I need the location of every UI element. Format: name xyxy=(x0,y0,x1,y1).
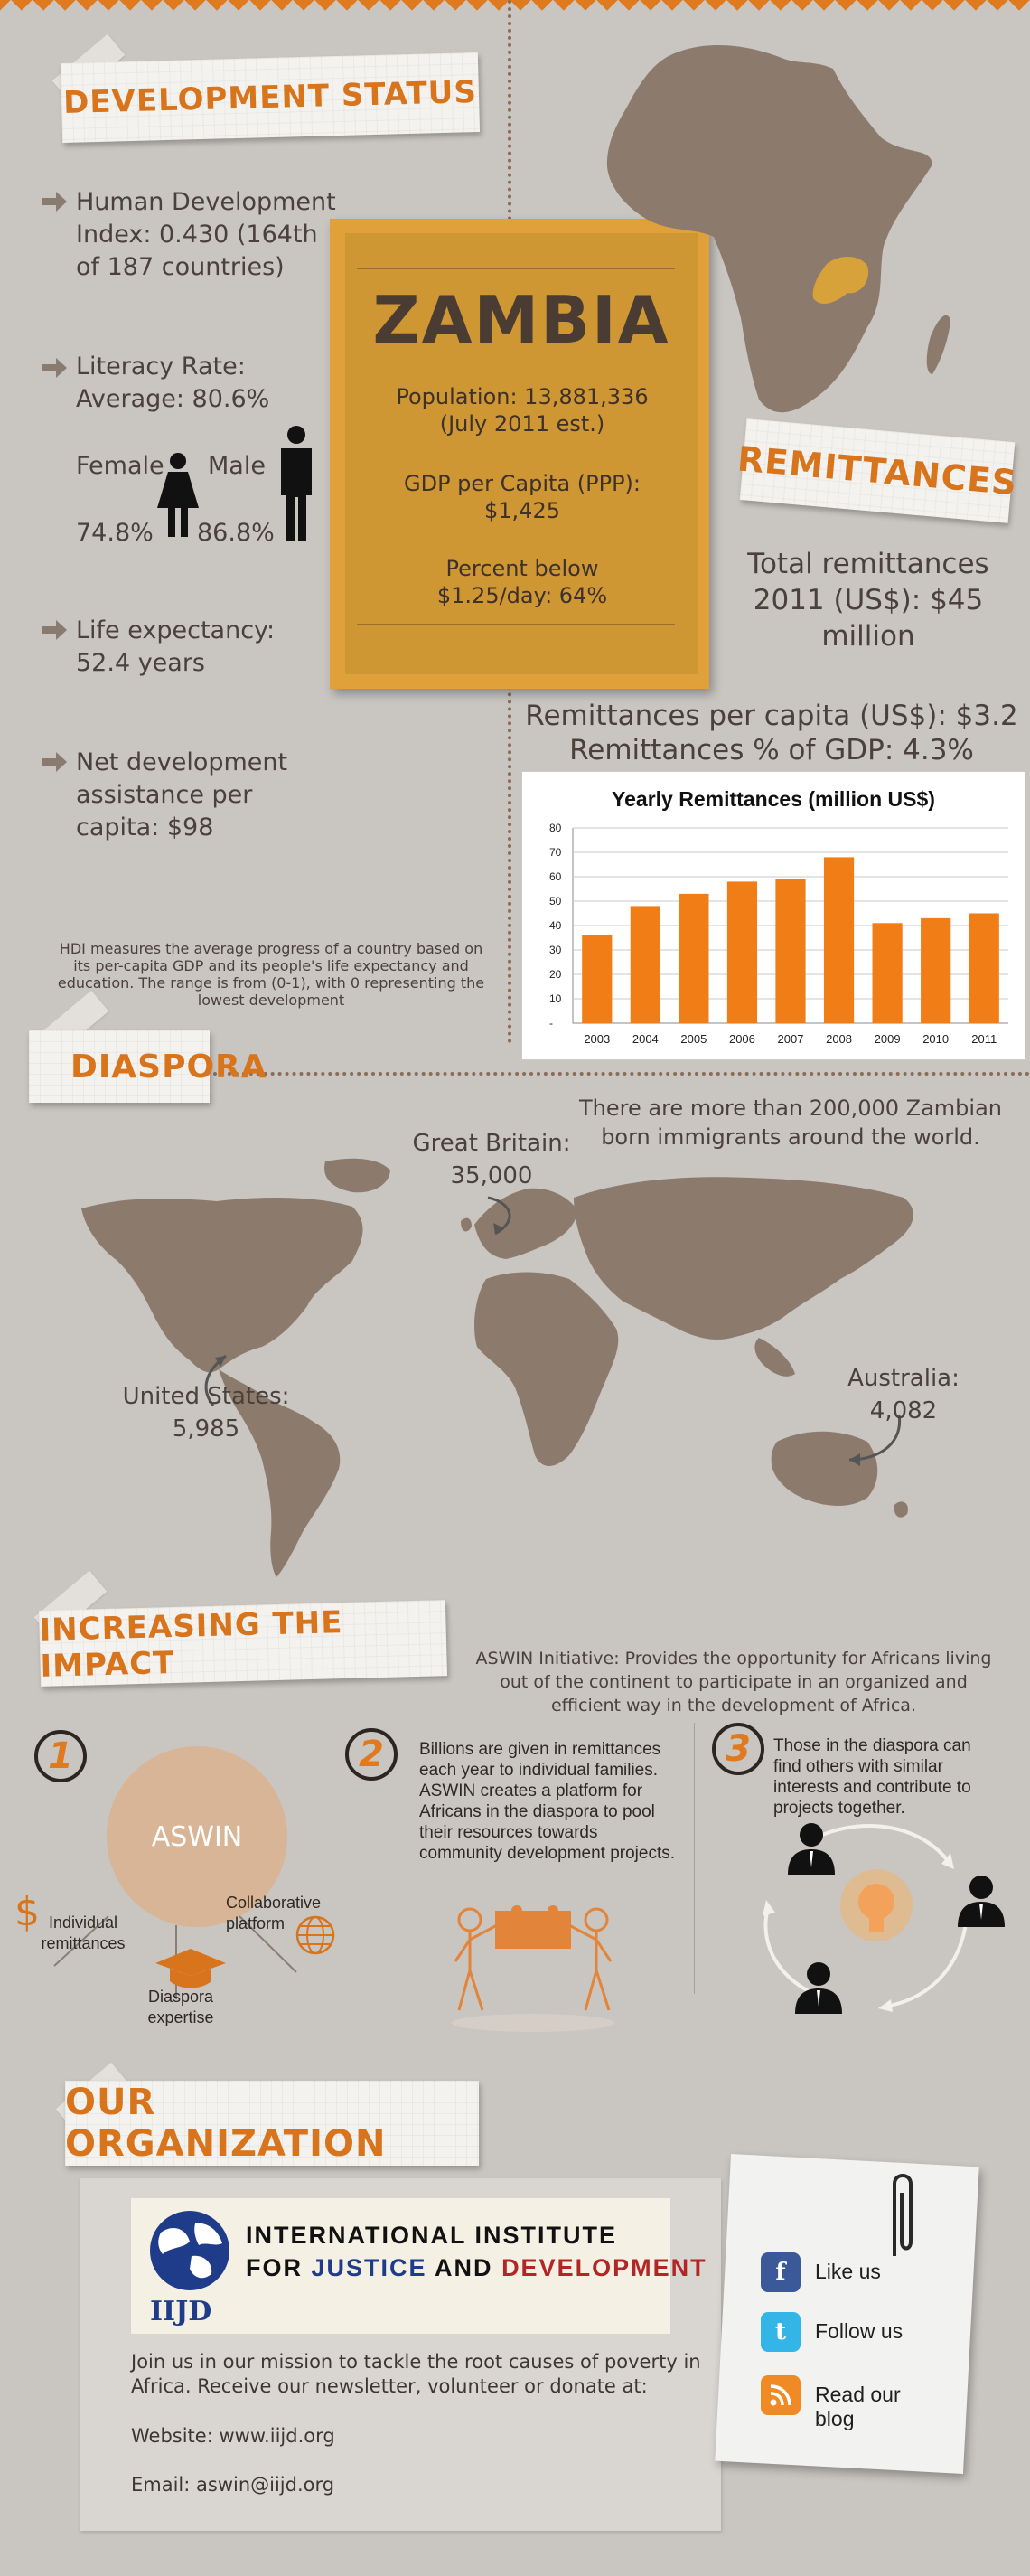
website-link[interactable]: Website: www.iijd.org xyxy=(131,2425,335,2447)
y-tick-label: 80 xyxy=(549,822,562,834)
chart-bar xyxy=(873,923,903,1023)
australia-value: 4,082 xyxy=(869,1397,938,1424)
great-britain-label: Great Britain: xyxy=(412,1130,571,1157)
x-tick-label: 2007 xyxy=(777,1032,804,1046)
organization-heading: OUR ORGANIZATION xyxy=(65,2081,479,2166)
email-link[interactable]: Email: aswin@iijd.org xyxy=(131,2474,335,2496)
person-icon xyxy=(956,1875,1007,1929)
chart-bar xyxy=(775,879,805,1023)
logo-abbr: IIJD xyxy=(150,2296,212,2327)
logo-and: AND xyxy=(435,2254,493,2281)
x-tick-label: 2008 xyxy=(826,1032,853,1046)
remittances-chart xyxy=(521,771,1025,1060)
life-expectancy-stat: Life expectancy: 52.4 years xyxy=(76,616,276,677)
male-figure-icon xyxy=(276,425,317,541)
logo-justice: JUSTICE xyxy=(311,2254,427,2281)
chart-bar xyxy=(824,857,854,1023)
remittances-per-capita: Remittances per capita (US$): $3.2 xyxy=(525,700,1018,732)
chart-bar xyxy=(969,914,999,1024)
diaspora-divider xyxy=(213,1072,1030,1076)
globe-logo-icon xyxy=(143,2205,237,2296)
follow-us-link[interactable]: Follow us xyxy=(815,2319,904,2343)
paperclip-icon xyxy=(884,2166,920,2265)
arrow-icon xyxy=(42,192,67,212)
chart-bar xyxy=(631,906,660,1023)
diaspora-intro: There are more than 200,000 Zambian born immigrants around the world. xyxy=(579,1095,1002,1150)
male-value: 86.8% xyxy=(197,519,275,547)
x-tick-label: 2004 xyxy=(632,1032,659,1046)
female-value: 74.8% xyxy=(76,519,154,547)
y-tick-label: 20 xyxy=(549,968,562,981)
diaspora-expertise-label: Diaspora expertise xyxy=(147,1988,214,2026)
total-remittances: Total remittances 2011 (US$): $45 million xyxy=(747,548,989,653)
mission-text: Join us in our mission to tackle the root causes of poverty in Africa. Receive our newsletter, volunteer or donate at: xyxy=(131,2351,701,2397)
individual-remittances-label: Individual remittances xyxy=(41,1913,126,1952)
logo-line-2 xyxy=(246,2254,707,2282)
like-us-link[interactable]: Like us xyxy=(815,2260,881,2283)
twitter-icon[interactable]: t xyxy=(761,2312,801,2352)
assistance-stat: Net development assistance per capita: $98 xyxy=(76,748,288,841)
chart-svg xyxy=(522,772,1025,1059)
step-2-text: Billions are given in remittances each year to individual families. ASWIN creates a platform for Africans in the diaspora to pool their resources towards community development projects. xyxy=(419,1740,676,1863)
top-zigzag-border xyxy=(0,0,1030,11)
graduation-cap-icon xyxy=(154,1945,228,1990)
australia-label: Australia: xyxy=(847,1365,960,1392)
x-tick-label: 2006 xyxy=(728,1032,755,1046)
facebook-icon[interactable]: f xyxy=(761,2252,801,2292)
arrow-icon xyxy=(42,620,67,640)
globe-icon xyxy=(295,1914,336,1956)
world-map xyxy=(63,1143,967,1577)
remittances-gdp-percent: Remittances % of GDP: 4.3% xyxy=(569,734,974,766)
logo-line-1: INTERNATIONAL INSTITUTE xyxy=(246,2222,617,2249)
x-tick-label: 2003 xyxy=(584,1032,611,1046)
population-text: Population: 13,881,336 (July 2011 est.) xyxy=(396,384,649,437)
rss-icon[interactable] xyxy=(761,2375,801,2415)
read-blog-link[interactable]: Read our blog xyxy=(815,2383,901,2430)
zambia-title: ZAMBIA xyxy=(372,282,670,358)
x-tick-label: 2011 xyxy=(971,1032,997,1046)
dollar-icon: $ xyxy=(14,1889,40,1935)
arrow-icon xyxy=(42,358,67,378)
chart-bar xyxy=(921,918,950,1023)
chart-title: Yearly Remittances (million US$) xyxy=(612,787,935,811)
hdi-stat: Human Development Index: 0.430 (164th of 187 countries) xyxy=(76,188,336,281)
step-3-text: Those in the diaspora can find others with similar interests and contribute to projects together. xyxy=(773,1736,971,1818)
x-tick-label: 2009 xyxy=(874,1032,901,1046)
diaspora-heading: DIASPORA xyxy=(29,1030,210,1103)
hdi-note: HDI measures the average progress of a country based on its per-capita GDP and its people's life expectancy and education. The range is from (0-1), with 0 representing the lowest development xyxy=(57,940,485,1009)
remittances-heading: REMITTANCES xyxy=(740,418,1016,523)
male-label: Male xyxy=(208,452,266,480)
person-icon xyxy=(793,1961,844,2016)
y-tick-label: 70 xyxy=(549,846,562,859)
chart-bar xyxy=(582,935,612,1023)
y-tick-label: 40 xyxy=(549,919,562,932)
person-icon xyxy=(786,1822,837,1876)
y-tick-label: 30 xyxy=(549,944,562,956)
step-2-number: 2 xyxy=(345,1728,398,1781)
logo-for: FOR xyxy=(246,2254,303,2281)
chart-bar xyxy=(727,881,757,1023)
aswin-intro: ASWIN Initiative: Provides the opportunity for Africans living out of the continent to participate in an organized and efficient way in the development of Africa. xyxy=(475,1649,992,1716)
y-tick-label: 50 xyxy=(549,895,562,907)
x-tick-label: 2010 xyxy=(922,1032,950,1046)
united-states-value: 5,985 xyxy=(172,1415,240,1443)
united-states-label: United States: xyxy=(122,1383,290,1410)
collaborative-platform-label: Collaborative platform xyxy=(226,1894,322,1932)
card-divider xyxy=(357,624,675,625)
female-figure-icon xyxy=(155,452,201,539)
puzzle-people-illustration xyxy=(443,1898,623,2034)
aswin-circle: ASWIN xyxy=(107,1746,287,1927)
literacy-stat: Literacy Rate: Average: 80.6% xyxy=(76,353,270,413)
chart-bar xyxy=(679,894,708,1023)
great-britain-value: 35,000 xyxy=(450,1162,533,1189)
y-tick-label: 10 xyxy=(549,992,562,1005)
y-tick-label: 60 xyxy=(549,870,562,883)
logo-development: DEVELOPMENT xyxy=(501,2254,707,2281)
gdp-text: GDP per Capita (PPP): $1,425 xyxy=(403,471,641,523)
x-tick-label: 2005 xyxy=(680,1032,707,1046)
arrow-icon xyxy=(42,752,67,772)
development-status-heading: DEVELOPMENT STATUS xyxy=(61,52,480,143)
rss-glyph xyxy=(769,2383,792,2407)
poverty-text: Percent below $1.25/day: 64% xyxy=(436,556,608,608)
step-1-number: 1 xyxy=(34,1730,87,1782)
africa-map xyxy=(596,38,958,436)
impact-heading: INCREASING THE IMPACT xyxy=(39,1600,447,1687)
step-3-number: 3 xyxy=(712,1723,764,1775)
female-label: Female xyxy=(76,452,164,480)
step-divider xyxy=(694,1723,695,1994)
y-tick-label: - xyxy=(549,1017,553,1029)
